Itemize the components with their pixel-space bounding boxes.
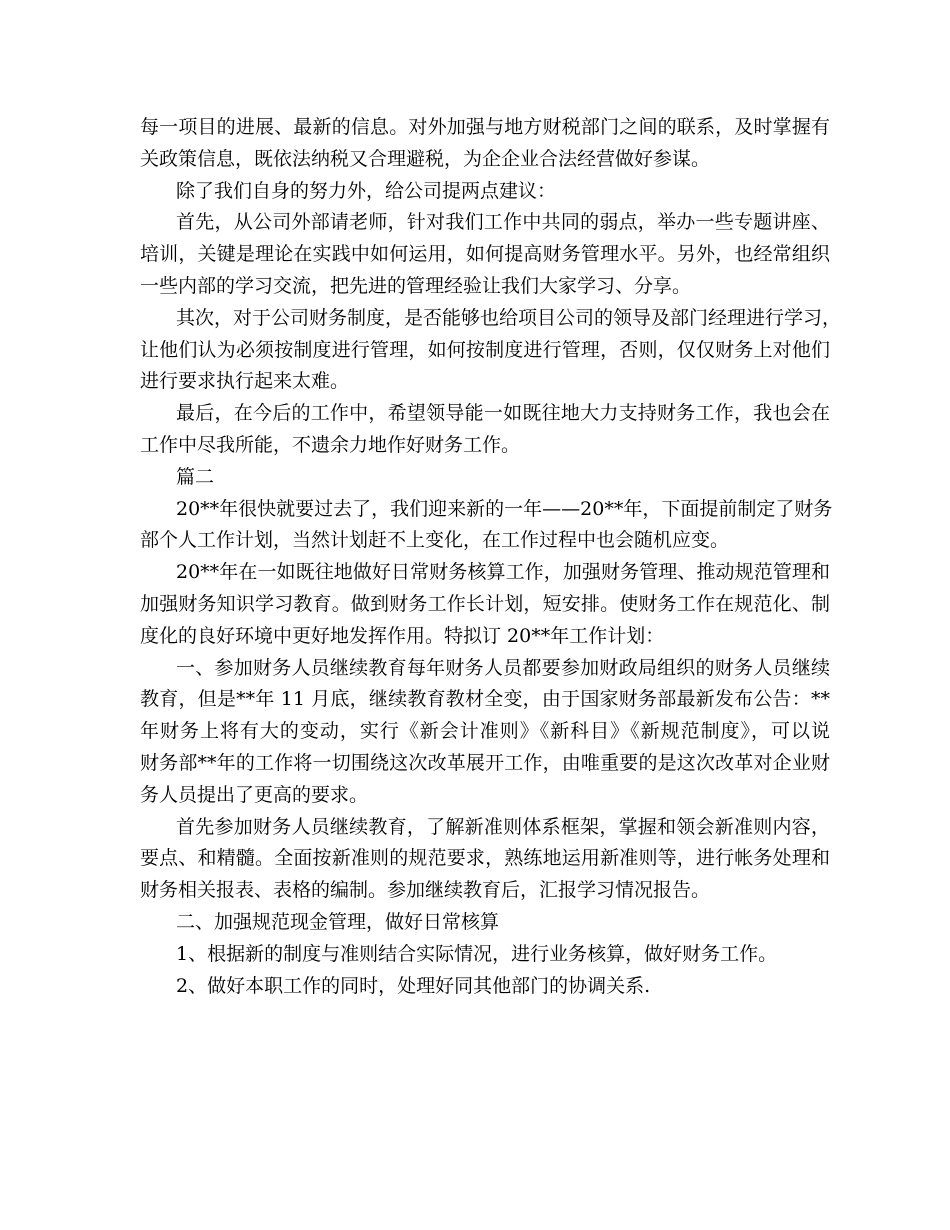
text-line: 二、加强规范现金管理，做好日常核算 xyxy=(176,910,500,933)
text-line: 年财务上将有大的变动，实行《新会计准则》《新科目》《新规范制度》，可以说 xyxy=(140,720,830,743)
text-line: 关政策信息，既依法纳税又合理避税，为企企业合法经营做好参谋。 xyxy=(140,147,711,170)
text-line: 最后，在今后的工作中，希望领导能一如既往地大力支持财务工作，我也会在 xyxy=(176,402,830,425)
text-line: 首先，从公司外部请老师，针对我们工作中共同的弱点，举办一些专题讲座、 xyxy=(176,211,830,234)
text-line: 20**年在一如既往地做好日常财务核算工作，加强财务管理、推动规范管理和 xyxy=(176,561,830,584)
text-line: 财务部**年的工作将一切围绕这次改革展开工作，由唯重要的是这次改革对企业财 xyxy=(140,751,830,774)
text-line: 部个人工作计划，当然计划赶不上变化，在工作过程中也会随机应变。 xyxy=(140,529,730,552)
text-line: 要点、和精髓。全面按新准则的规范要求，熟练地运用新准则等，进行帐务处理和 xyxy=(140,847,830,870)
text-line: 加强财务知识学习教育。做到财务工作长计划，短安排。使财务工作在规范化、制 xyxy=(140,592,830,615)
text-line: 一、参加财务人员继续教育每年财务人员都要参加财政局组织的财务人员继续 xyxy=(176,656,830,679)
text-line: 其次，对于公司财务制度，是否能够也给项目公司的领导及部门经理进行学习， xyxy=(176,306,842,329)
text-line: 培训，关键是理论在实践中如何运用，如何提高财务管理水平。另外，也经常组织 xyxy=(140,243,830,266)
text-line: 20**年很快就要过去了，我们迎来新的一年——20**年，下面提前制定了财务 xyxy=(176,497,833,520)
text-line: 度化的良好环境中更好地发挥作用。特拟订 20**年工作计划： xyxy=(140,624,665,647)
text-line: 一些内部的学习交流，把先进的管理经验让我们大家学习、分享。 xyxy=(140,274,692,297)
text-line: 每一项目的进展、最新的信息。对外加强与地方财税部门之间的联系，及时掌握有 xyxy=(140,116,830,138)
text-line: 务人员提出了更高的要求。 xyxy=(140,783,369,806)
text-line: 让他们认为必须按制度进行管理，如何按制度进行管理，否则，仅仅财务上对他们 xyxy=(140,338,830,361)
text-line: 1、根据新的制度与准则结合实际情况，进行业务核算，做好财务工作。 xyxy=(176,942,778,965)
text-line: 首先参加财务人员继续教育，了解新准则体系框架，掌握和领会新准则内容， xyxy=(176,815,830,838)
text-line: 工作中尽我所能，不遗余力地作好财务工作。 xyxy=(140,433,521,456)
text-line: 教育，但是**年 11 月底，继续教育教材全变，由于国家财务部最新发布公告：** xyxy=(140,688,830,711)
document-body xyxy=(140,112,842,1002)
text-line: 篇二 xyxy=(176,465,215,488)
text-line: 进行要求执行起来太难。 xyxy=(140,370,350,393)
text-line: 财务相关报表、表格的编制。参加继续教育后，汇报学习情况报告。 xyxy=(140,879,711,902)
text-line: 2、做好本职工作的同时，处理好同其他部门的协调关系. xyxy=(176,974,651,997)
text-line: 除了我们自身的努力外，给公司提两点建议： xyxy=(176,179,557,202)
